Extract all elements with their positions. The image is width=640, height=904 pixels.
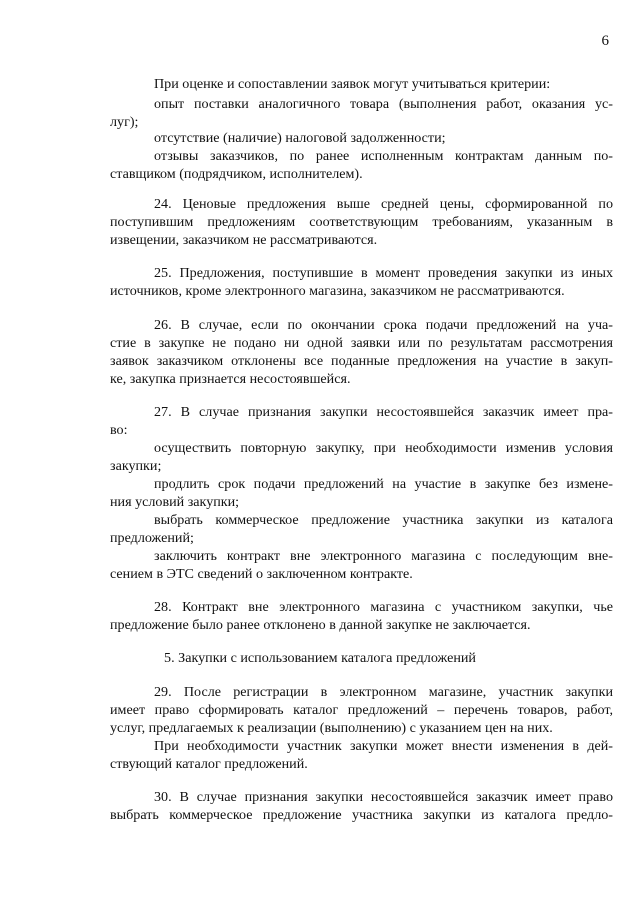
paragraph-25-line: 25. Предложения, поступившие в момент проведения закупки из иных: [154, 265, 613, 281]
paragraph-24-line: 24. Ценовые предложения выше средней цены, сформированной по: [154, 196, 613, 212]
paragraph-27-line: осуществить повторную закупку, при необходимости изменив условия: [154, 440, 613, 456]
criteria-line: отзывы заказчиков, по ранее исполненным контрактам данным по-: [154, 148, 613, 164]
criteria-line: опыт поставки аналогичного товара (выполнения работ, оказания ус-: [154, 96, 613, 112]
paragraph-29-line: ствующий каталог предложений.: [110, 756, 308, 772]
criteria-line: луг);: [110, 114, 139, 130]
paragraph-24-line: поступившим предложениям соответствующим требованиям, указанным в: [110, 214, 613, 230]
criteria-line: отсутствие (наличие) налоговой задолженности;: [154, 130, 446, 146]
paragraph-29-line: услуг, предлагаемых к реализации (выполнению) с указанием цен на них.: [110, 720, 553, 736]
section-heading: 5. Закупки с использованием каталога предложений: [164, 650, 476, 666]
paragraph-27-line: сением в ЭТС сведений о заключенном контракте.: [110, 566, 413, 582]
paragraph-25-line: источников, кроме электронного магазина, заказчиком не рассматриваются.: [110, 283, 565, 299]
paragraph-27-line: во:: [110, 422, 128, 438]
paragraph-27-line: 27. В случае признания закупки несостоявшейся заказчик имеет пра-: [154, 404, 613, 420]
criteria-line: ставщиком (подрядчиком, исполнителем).: [110, 166, 363, 182]
paragraph-27-line: продлить срок подачи предложений на участие в закупке без измене-: [154, 476, 613, 492]
paragraph-26-line: стие в закупке не подано ни одной заявки или по результатам рассмотрения: [110, 335, 613, 351]
paragraph-29-line: 29. После регистрации в электронном магазине, участник закупки: [154, 684, 613, 700]
criteria-intro-line: При оценке и сопоставлении заявок могут учитываться критерии:: [154, 76, 551, 92]
paragraph-29-line: При необходимости участник закупки может внести изменения в дей-: [154, 738, 613, 754]
paragraph-26-line: ке, закупка признается несостоявшейся.: [110, 371, 351, 387]
paragraph-27-line: предложений;: [110, 530, 194, 546]
paragraph-30-line: 30. В случае признания закупки несостоявшейся заказчик имеет право: [154, 789, 613, 805]
paragraph-27-line: выбрать коммерческое предложение участника закупки из каталога: [154, 512, 613, 528]
paragraph-27-line: закупки;: [110, 458, 162, 474]
page-number: 6: [601, 33, 609, 49]
paragraph-27-line: ния условий закупки;: [110, 494, 240, 510]
paragraph-26-line: 26. В случае, если по окончании срока подачи предложений на уча-: [154, 317, 613, 333]
paragraph-30-line: выбрать коммерческое предложение участника закупки из каталога предло-: [110, 807, 613, 823]
paragraph-26-line: заявок заказчиком отклонены все поданные предложения на участие в закуп-: [110, 353, 613, 369]
paragraph-29-line: имеет право сформировать каталог предложений – перечень товаров, работ,: [110, 702, 613, 718]
paragraph-28-line: 28. Контракт вне электронного магазина с участником закупки, чье: [154, 599, 613, 615]
paragraph-24-line: извещении, заказчиком не рассматриваются.: [110, 232, 378, 248]
paragraph-28-line: предложение было ранее отклонено в данной закупке не заключается.: [110, 617, 531, 633]
paragraph-27-line: заключить контракт вне электронного магазина с последующим вне-: [154, 548, 613, 564]
